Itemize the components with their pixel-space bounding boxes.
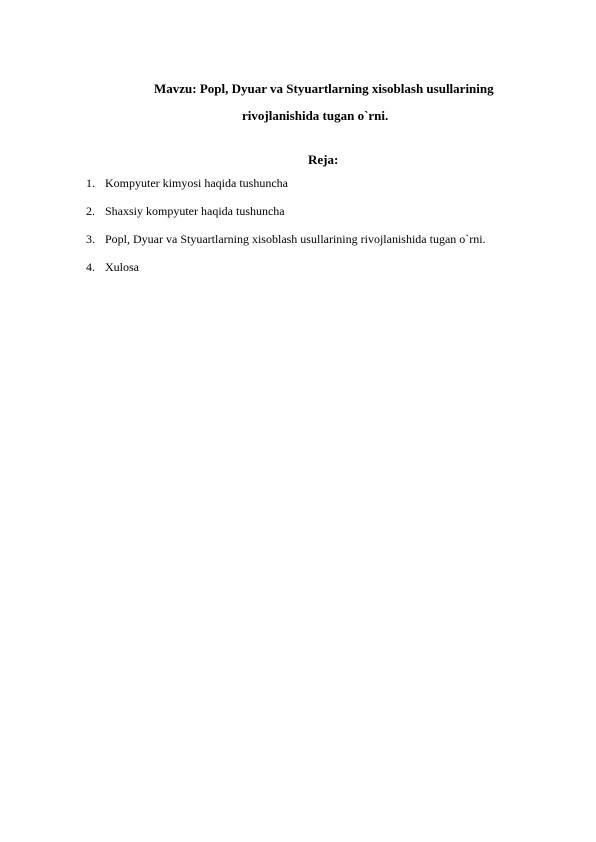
plan-item: [86, 204, 486, 219]
plan-item: [86, 176, 486, 191]
plan-item-text: Xulosa: [105, 260, 139, 274]
plan-list: [86, 176, 486, 288]
plan-item-number: 3.: [86, 232, 95, 246]
plan-item-text: Popl, Dyuar va Styuartlarning xisoblash usullarining rivojlanishida tugan o`rni.: [105, 232, 486, 246]
plan-heading: Reja:: [308, 152, 339, 167]
plan-item: [86, 232, 486, 247]
plan-item-text: Shaxsiy kompyuter haqida tushuncha: [105, 204, 285, 218]
plan-item: [86, 260, 486, 275]
plan-item-number: 1.: [86, 176, 95, 190]
plan-item-number: 2.: [86, 204, 95, 218]
document-title-line-1: Mavzu: Popl, Dyuar va Styuartlarning xisoblash usullarining: [154, 81, 494, 96]
plan-item-number: 4.: [86, 260, 95, 274]
plan-item-text: Kompyuter kimyosi haqida tushuncha: [105, 176, 288, 190]
document-title-line-2: rivojlanishida tugan o`rni.: [242, 108, 389, 123]
